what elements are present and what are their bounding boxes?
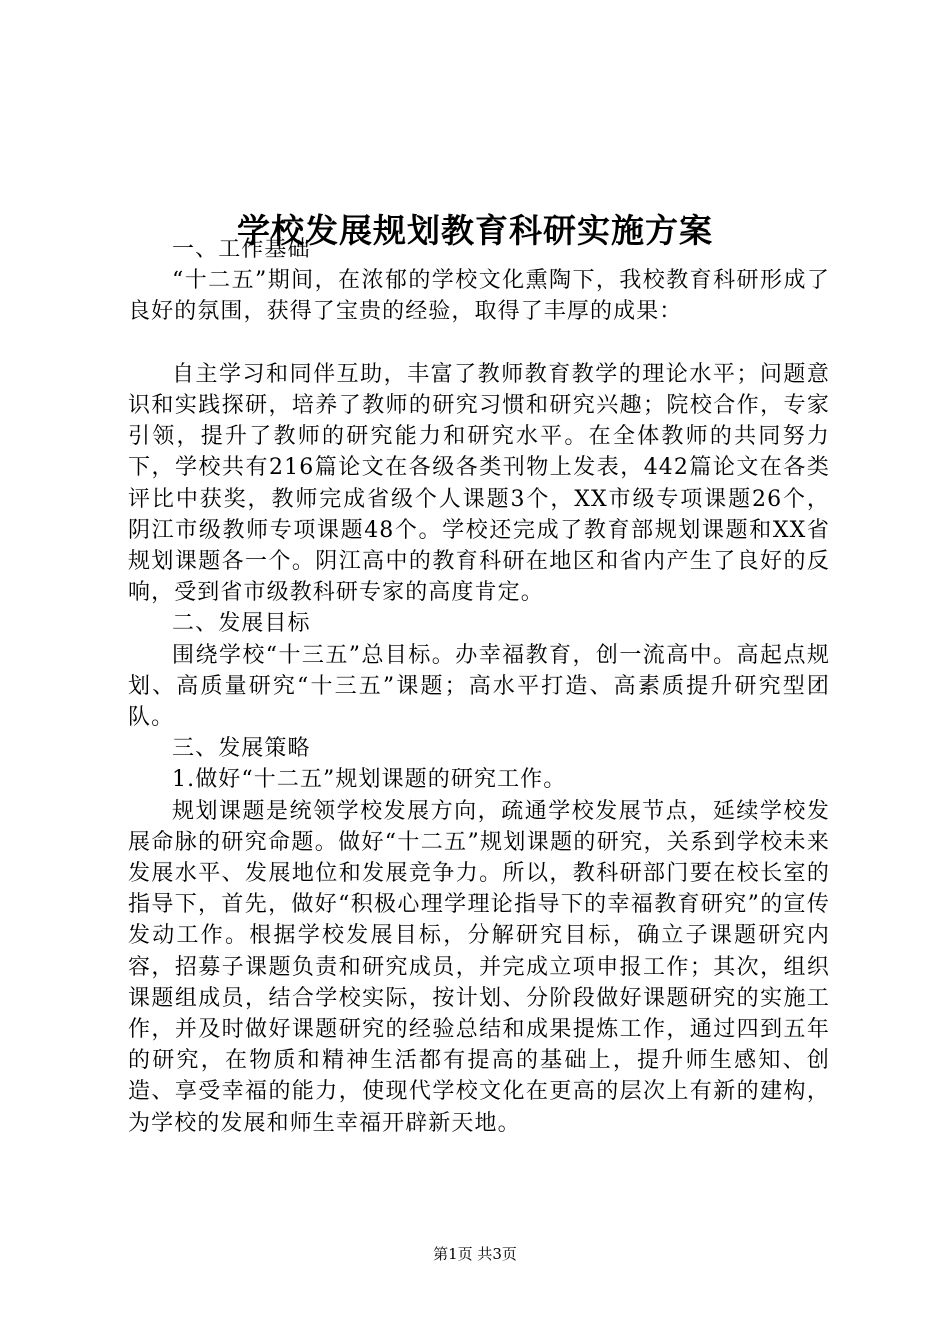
- heading-development-goals: 二、发展目标: [172, 611, 311, 637]
- paragraph-strategy-1: 规划课题是统领学校发展方向，疏通学校发展节点，延续学校发展命脉的研究命题。做好“十二五”规划课题的研究，关系到学校未来发展水平、发展地位和发展竞争力。所以，教科研部门要在校长室的指导下，首先，做好“积极心理学理论指导下的幸福教育研究”的宣传发动工作。根据学校发展目标，分解研究目标，确立子课题研究内容，招募子课题负责和研究成员，并完成立项申报工作；其次，组织课题组成员，结合学校实际，按计划、分阶段做好课题研究的实施工作，并及时做好课题研究的经验总结和成果提炼工作，通过四到五年的研究，在物质和精神生活都有提高的基础上，提升师生感知、创造、享受幸福的能力，使现代学校文化在更高的层次上有新的建构，为学校的发展和师生幸福开辟新天地。: [128, 798, 830, 1136]
- paragraph-goals: 围绕学校“十三五”总目标。办幸福教育，创一流高中。高起点规划、高质量研究“十三五”课题；高水平打造、高素质提升研究型团队。: [128, 642, 830, 731]
- document-title: 学校发展规划教育科研实施方案: [237, 211, 713, 251]
- page-footer: 第1页 共3页: [433, 1245, 517, 1263]
- paragraph-intro: “十二五”期间，在浓郁的学校文化熏陶下，我校教育科研形成了良好的氛围，获得了宝贵的经验，取得了丰厚的成果：: [128, 268, 830, 325]
- paragraph-achievements: 自主学习和同伴互助，丰富了教师教育教学的理论水平；问题意识和实践探研，培养了教师的研究习惯和研究兴趣；院校合作，专家引领，提升了教师的研究能力和研究水平。在全体教师的共同努力下，学校共有216篇论文在各级各类刊物上发表，442篇论文在各类评比中获奖，教师完成省级个人课题3个，XX市级专项课题26个，阴江市级教师专项课题48个。学校还完成了教育部规划课题和XX省规划课题各一个。阴江高中的教育科研在地区和省内产生了良好的反响，受到省市级教科研专家的高度肯定。: [128, 361, 830, 606]
- heading-development-strategy: 三、发展策略: [172, 736, 311, 762]
- document-body: [128, 234, 830, 1139]
- subheading-strategy-1: 1.做好“十二五”规划课题的研究工作。: [172, 767, 567, 793]
- blank-line: [128, 328, 830, 359]
- heading-work-foundation: 一、工作基础: [172, 237, 311, 262]
